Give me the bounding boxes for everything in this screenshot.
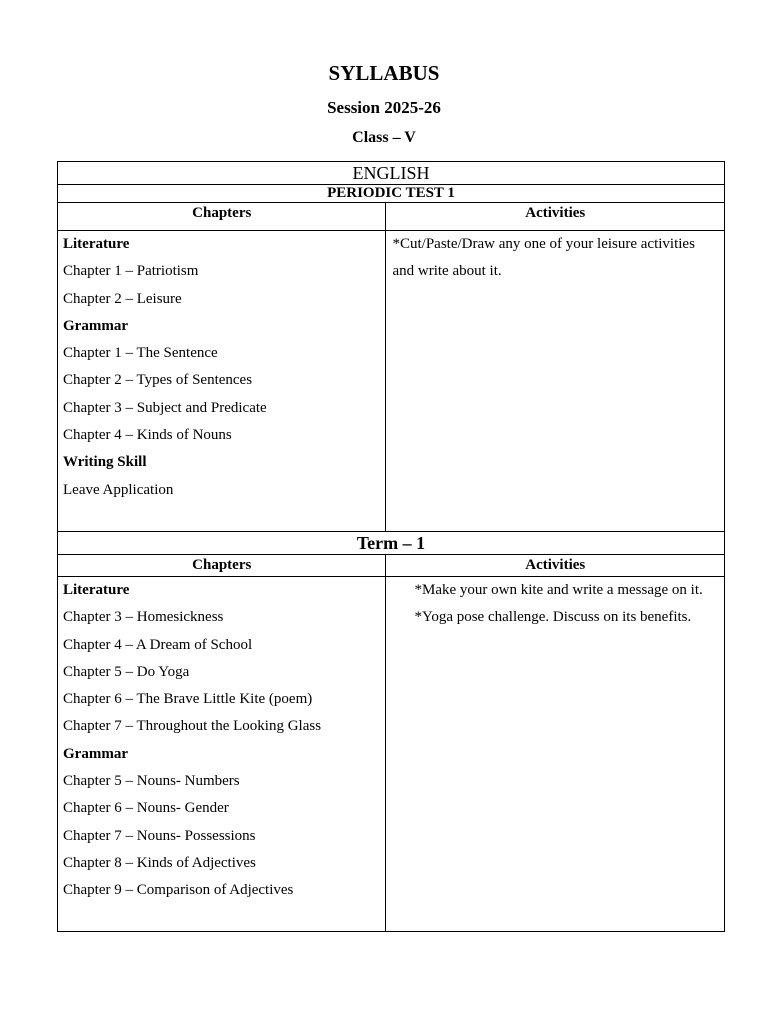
pt1-section-heading: Writing Skill	[63, 454, 147, 471]
pt1-chapters-cell	[58, 231, 386, 532]
pt1-chapters-list	[63, 231, 385, 504]
class-label: Class – V	[352, 129, 416, 146]
term1-chapter-item: Chapter 6 – The Brave Little Kite (poem)	[63, 691, 313, 708]
term1-chapter-item: Chapter 8 – Kinds of Adjectives	[63, 854, 256, 871]
term1-chapter-item: Chapter 5 – Nouns- Numbers	[63, 773, 240, 790]
term1-activities-header: Activities	[386, 555, 725, 577]
syllabus-table	[57, 161, 725, 932]
term1-section-heading: Literature	[63, 582, 130, 598]
term1-chapter-item: Chapter 3 – Homesickness	[63, 609, 224, 626]
term1-chapter-item: Chapter 7 – Throughout the Looking Glass	[63, 718, 322, 735]
term1-chapter-item: Chapter 6 – Nouns- Gender	[63, 800, 229, 817]
term1-section-heading: Grammar	[63, 745, 128, 762]
session-label: Session 2025-26	[327, 98, 441, 117]
term1-chapter-item: Chapter 4 – A Dream of School	[63, 636, 253, 653]
pt1-chapter-item: Chapter 1 – Patriotism	[63, 263, 199, 280]
term1-chapters-header: Chapters	[58, 555, 386, 577]
page-title: SYLLABUS	[328, 61, 440, 85]
pt1-chapters-header: Chapters	[58, 203, 386, 231]
term1-chapter-item: Chapter 7 – Nouns- Possessions	[63, 827, 256, 844]
term1-activities-cell	[386, 577, 725, 932]
periodic-test-heading: PERIODIC TEST 1	[58, 185, 725, 203]
subject-heading: ENGLISH	[58, 162, 725, 185]
term1-chapters-list	[63, 577, 385, 905]
pt1-activities-list	[392, 231, 724, 286]
pt1-section-heading: Grammar	[63, 317, 128, 334]
pt1-chapter-item: Chapter 1 – The Sentence	[63, 345, 218, 362]
pt1-activity-item: *Cut/Paste/Draw any one of your leisure activities and write about it.	[392, 236, 695, 280]
term1-activity-item: *Make your own kite and write a message on it.	[414, 582, 703, 598]
term1-chapter-item: Chapter 5 – Do Yoga	[63, 663, 190, 680]
pt1-section-heading: Literature	[63, 236, 130, 252]
pt1-activities-header: Activities	[386, 203, 725, 231]
pt1-chapter-item: Chapter 2 – Leisure	[63, 290, 182, 307]
term1-activity-item: *Yoga pose challenge. Discuss on its benefits.	[414, 609, 692, 626]
pt1-chapter-item: Chapter 4 – Kinds of Nouns	[63, 427, 232, 444]
pt1-chapter-item: Chapter 3 – Subject and Predicate	[63, 399, 267, 416]
term1-chapter-item: Chapter 9 – Comparison of Adjectives	[63, 882, 294, 899]
term1-heading: Term – 1	[58, 532, 725, 555]
term1-chapters-cell	[58, 577, 386, 932]
pt1-chapter-item: Chapter 2 – Types of Sentences	[63, 372, 253, 389]
pt1-activities-cell	[386, 231, 725, 532]
term1-activities-list	[414, 577, 724, 632]
pt1-chapter-item: Leave Application	[63, 481, 174, 498]
